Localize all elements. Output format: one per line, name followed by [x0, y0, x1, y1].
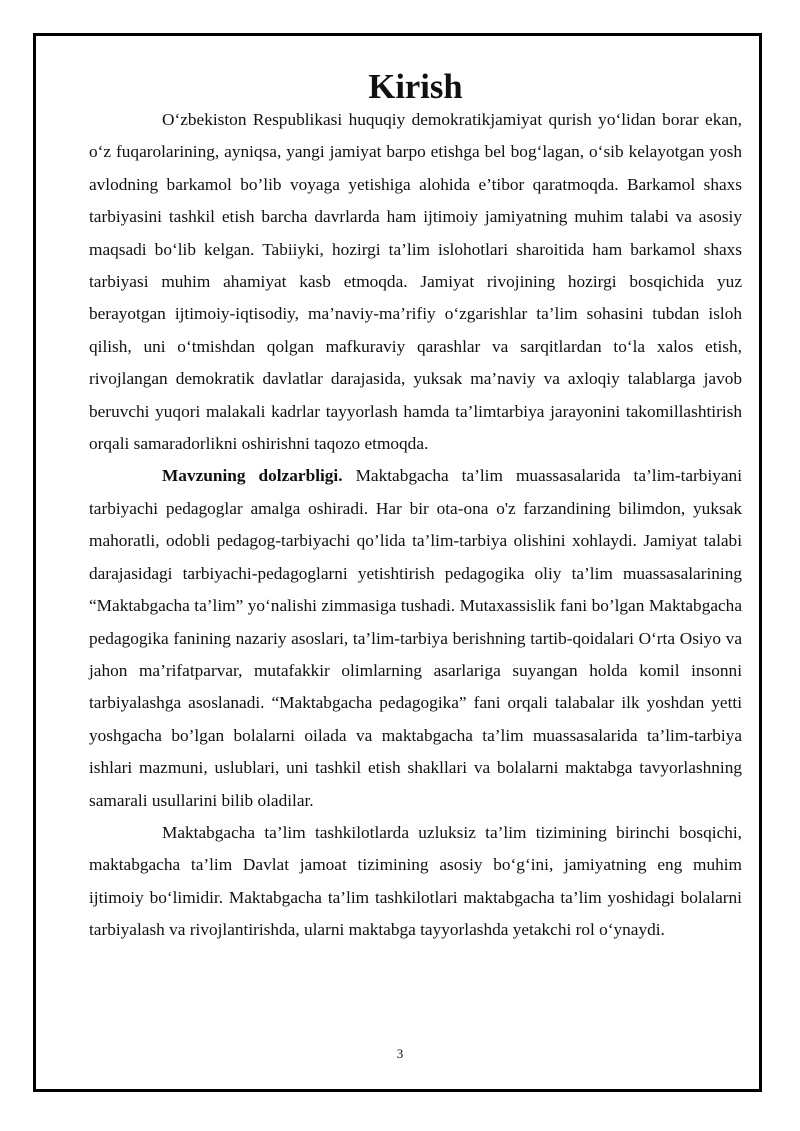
paragraph-intro — [89, 104, 742, 460]
paragraph-text: Maktabgacha ta’lim tashkilotlarda uzluksiz ta’lim tizimining birinchi bosqichi, maktabgacha ta’lim Davlat jamoat tizimining asosiy bo‘g‘ini, jamiyatning eng muhim ijtimoiy bo‘limidir. Maktabgacha ta’lim tashkilotlari maktabgacha ta’lim yoshidagi bolalarni tarbiyalash va rivojlantirishda, ularni maktabga tayyorlashda yetakchi rol o‘ynaydi. — [89, 822, 742, 940]
page-number: 3 — [396, 1046, 404, 1061]
paragraph-text: Maktabgacha ta’lim muassasalarida ta’lim-tarbiyani tarbiyachi pedagoglar amalga oshiradi. Har bir ota-ona o'z farzandining bilimdon, yuksak mahoratli, odobli pedagog-tarbiyachi qo’lida ta’lim-tarbiya olishini xohlaydi. Jamiyat talabi darajasidagi tarbiyachi-pedagoglarni yetishtirish pedagogika oliy ta’lim muassasalarining “Maktabgacha ta’lim” yo‘nalishi zimmasiga tushadi. Mutaxassislik fani bo’lgan Maktabgacha pedagogika fanining nazariy asoslari, ta’lim-tarbiya berishning tartib-qoidalari O‘rta Osiyo va jahon ma’rifatparvar, mutafakkir olimlarning asarlariga suyangan holda komil insonni tarbiyalashga asoslanadi. “Maktabgacha pedagogika” fani orqali talabalar ilk yoshdan yetti yoshgacha bo’lgan bolalarni oilada va maktabgacha ta’lim muassasalarida ta’lim-tarbiya ishlari mazmuni, uslublari, uni tashkil etish shakllari va bolalarni maktabga tavyorlashning samarali usullarini bilib oladilar. — [89, 466, 742, 810]
paragraph-text: O‘zbekiston Respublikasi huquqiy demokratikjamiyat qurish yo‘lidan borar ekan, o‘z fuqarolarining, ayniqsa, yangi jamiyat barpo etishga bel bog‘lagan, o‘sib kelayotgan yosh avlodning barkamol bo’lib voyaga yetishiga alohida e’tibor qaratmoqda. Barkamol shaxs tarbiyasini tashkil etish barcha davrlarda ham ijtimoiy jamiyatning muhim talabi va asosiy maqsadi bo‘lib kelgan. Tabiiyki, hozirgi ta’lim islohotlari sharoitida ham barkamol shaxs tarbiyasi muhim ahamiyat kasb etmoqda. Jamiyat rivojining hozirgi bosqichida yuz berayotgan ijtimoiy-iqtisodiy, ma’naviy-ma’rifiy o‘zgarishlar ta’lim sohasini tubdan isloh qilish, uni o‘tmishdan qolgan mafkuraviy qarashlar va sarqitlardan to‘la xalos etish, rivojlangan demokratik davlatlar darajasida, yuksak ma’naviy va axloqiy talablarga javob beruvchi yuqori malakali kadrlar tayyorlash hamda ta’limtarbiya jarayonini takomillashtirish orqali samaradorlikni oshirishni taqozo etmoqda. — [89, 110, 742, 454]
paragraph-relevance — [89, 460, 742, 816]
paragraph-lead: Mavzuning dolzarbligi. — [162, 466, 343, 486]
document-title: Kirish — [368, 68, 463, 106]
document-body — [89, 68, 742, 947]
paragraph-preschool — [89, 817, 742, 947]
